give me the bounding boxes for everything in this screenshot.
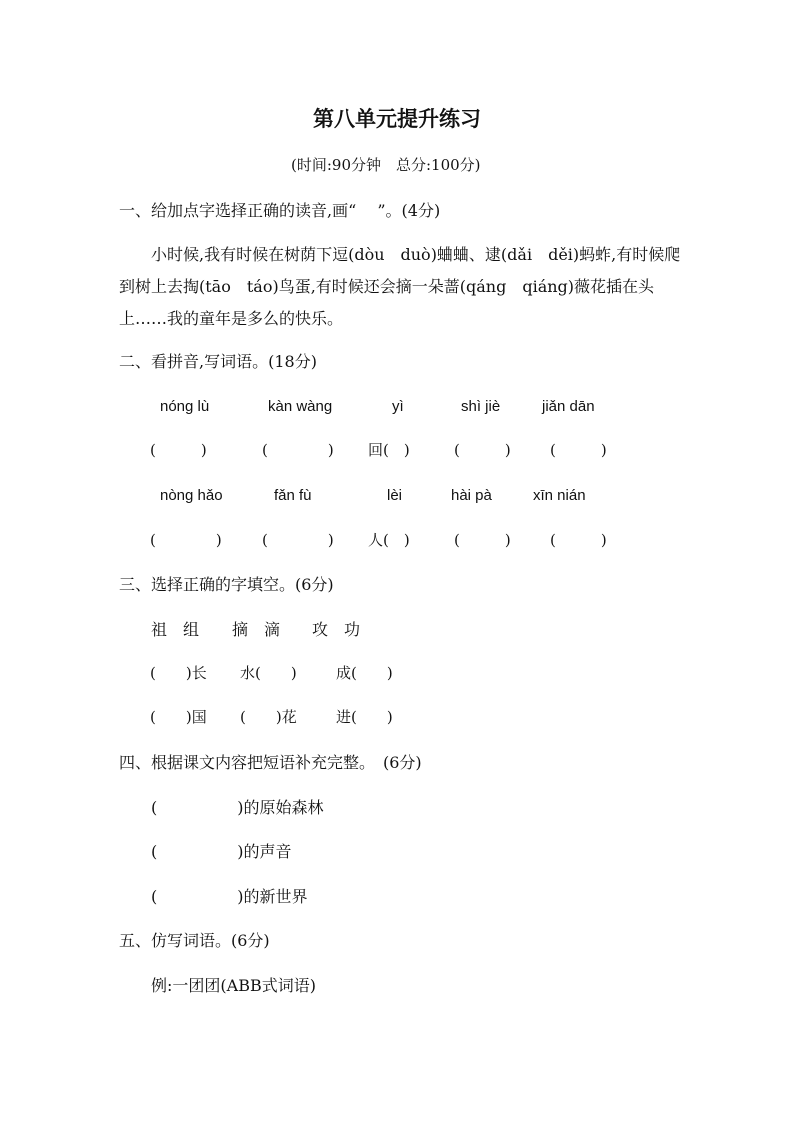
answer-blank[interactable]: ( ) <box>262 441 334 459</box>
fill-blank[interactable]: ( )国 <box>150 708 207 726</box>
pinyin-item: kàn wàng <box>268 398 333 415</box>
pinyin-item: yì <box>392 398 404 415</box>
section-4-heading: 四、根据课文内容把短语补充完整。 (6分) <box>119 753 422 772</box>
section-1-line-2: 到树上去掏(tāo táo)鸟蛋,有时候还会摘一朵蔷(qáng qiáng)薇花插在头 <box>119 277 655 296</box>
answer-blank[interactable]: ( ) <box>454 441 511 459</box>
section-3-heading: 三、选择正确的字填空。(6分) <box>119 575 334 594</box>
answer-blank[interactable]: ( ) <box>550 441 607 459</box>
pinyin-item: jiǎn dān <box>542 398 595 415</box>
answer-blank[interactable]: ( ) <box>550 531 607 549</box>
character-pair: 摘 滴 <box>232 620 281 639</box>
character-pair: 祖 组 <box>151 620 200 639</box>
pinyin-item: fǎn fù <box>274 487 312 504</box>
pinyin-item: xīn nián <box>533 487 586 504</box>
section-1-line-1: 小时候,我有时候在树荫下逗(dòu duò)蛐蛐、逮(dǎi děi)蚂蚱,有时候爬 <box>151 245 681 264</box>
pinyin-item: lèi <box>387 487 403 504</box>
phrase-blank[interactable]: ( )的原始森林 <box>151 798 324 817</box>
phrase-blank[interactable]: ( )的新世界 <box>151 887 308 906</box>
answer-blank[interactable]: ( ) <box>150 441 207 459</box>
pinyin-item: hài pà <box>451 487 492 504</box>
character-pair: 攻 功 <box>312 620 361 639</box>
pinyin-item: nóng lù <box>160 398 210 415</box>
answer-blank[interactable]: ( ) <box>454 531 511 549</box>
example-line: 例:一团团(ABB式词语) <box>151 976 316 995</box>
fill-blank[interactable]: 成( ) <box>336 664 393 682</box>
fill-blank[interactable]: 水( ) <box>240 664 297 682</box>
page-subtitle: (时间:90分钟 总分:100分) <box>291 156 481 174</box>
section-5-heading: 五、仿写词语。(6分) <box>119 931 270 950</box>
pinyin-item: nòng hǎo <box>160 487 223 504</box>
section-1-line-3: 上……我的童年是多么的快乐。 <box>119 309 344 328</box>
fill-blank[interactable]: 进( ) <box>336 708 393 726</box>
fill-blank[interactable]: ( )长 <box>150 664 207 682</box>
answer-blank[interactable]: 回( ) <box>368 441 410 459</box>
phrase-blank[interactable]: ( )的声音 <box>151 842 292 861</box>
section-2-heading: 二、看拼音,写词语。(18分) <box>119 352 317 371</box>
answer-blank[interactable]: ( ) <box>150 531 222 549</box>
answer-blank[interactable]: 人( ) <box>368 531 410 549</box>
page-title: 第八单元提升练习 <box>313 106 481 131</box>
section-1-heading: 一、给加点字选择正确的读音,画“ ”。(4分) <box>119 201 441 220</box>
answer-blank[interactable]: ( ) <box>262 531 334 549</box>
pinyin-item: shì jiè <box>461 398 501 415</box>
fill-blank[interactable]: ( )花 <box>240 708 297 726</box>
